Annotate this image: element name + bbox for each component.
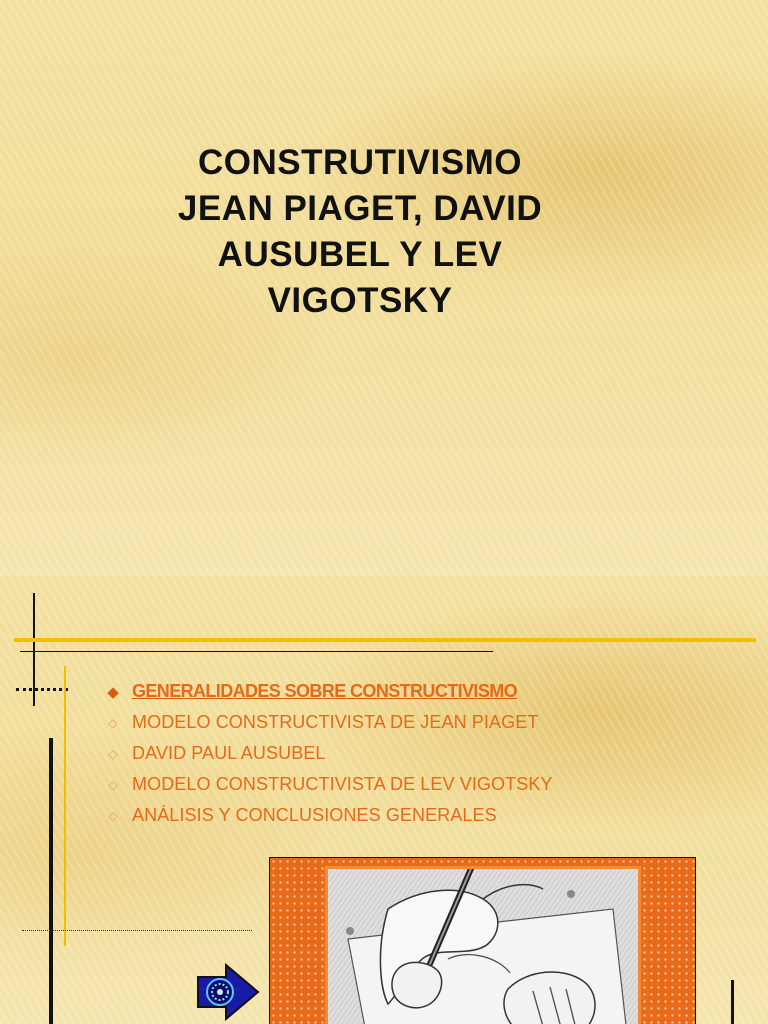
slide-title: [140, 140, 580, 324]
menu-item-ausubel[interactable]: [104, 738, 553, 769]
vertical-bar-right: [731, 980, 734, 1024]
agenda-slide: [0, 576, 768, 1024]
next-arrow-icon[interactable]: [196, 963, 260, 1021]
drawing-hands-image-icon: [325, 866, 641, 1024]
menu-item-label: MODELO CONSTRUCTIVISTA DE LEV VIGOTSKY: [132, 774, 553, 794]
dotted-divider: [22, 930, 252, 931]
picture-frame: [269, 857, 696, 1024]
diamond-bullet-icon: ◇: [108, 777, 118, 792]
dotted-line: [16, 688, 68, 691]
menu-item-vigotsky[interactable]: [104, 769, 553, 800]
menu-item-label: ANÁLISIS Y CONCLUSIONES GENERALES: [132, 805, 497, 825]
menu-item-piaget[interactable]: [104, 707, 553, 738]
title-line-3: AUSUBEL Y LEV: [217, 235, 503, 274]
title-line-1: CONSTRUTIVISMO: [198, 143, 522, 182]
vertical-bar-black: [49, 738, 53, 1024]
horizontal-divider-black: [20, 651, 493, 652]
menu-item-label: MODELO CONSTRUCTIVISTA DE JEAN PIAGET: [132, 712, 539, 732]
diamond-bullet-icon: ◆: [107, 683, 119, 701]
title-line-4: VIGOTSKY: [267, 281, 453, 320]
diamond-bullet-icon: ◇: [108, 808, 118, 823]
agenda-menu: [104, 676, 553, 831]
menu-item-label: DAVID PAUL AUSUBEL: [132, 743, 326, 763]
menu-item-label: GENERALIDADES SOBRE CONSTRUCTIVISMO: [132, 681, 518, 701]
title-line-2: JEAN PIAGET, DAVID: [177, 189, 543, 228]
menu-item-generalidades[interactable]: [104, 676, 553, 707]
diamond-bullet-icon: ◇: [108, 746, 118, 761]
diamond-bullet-icon: ◇: [108, 715, 118, 730]
horizontal-accent-line: [14, 638, 756, 642]
menu-item-conclusiones[interactable]: [104, 800, 553, 831]
vertical-accent-line: [64, 666, 66, 946]
